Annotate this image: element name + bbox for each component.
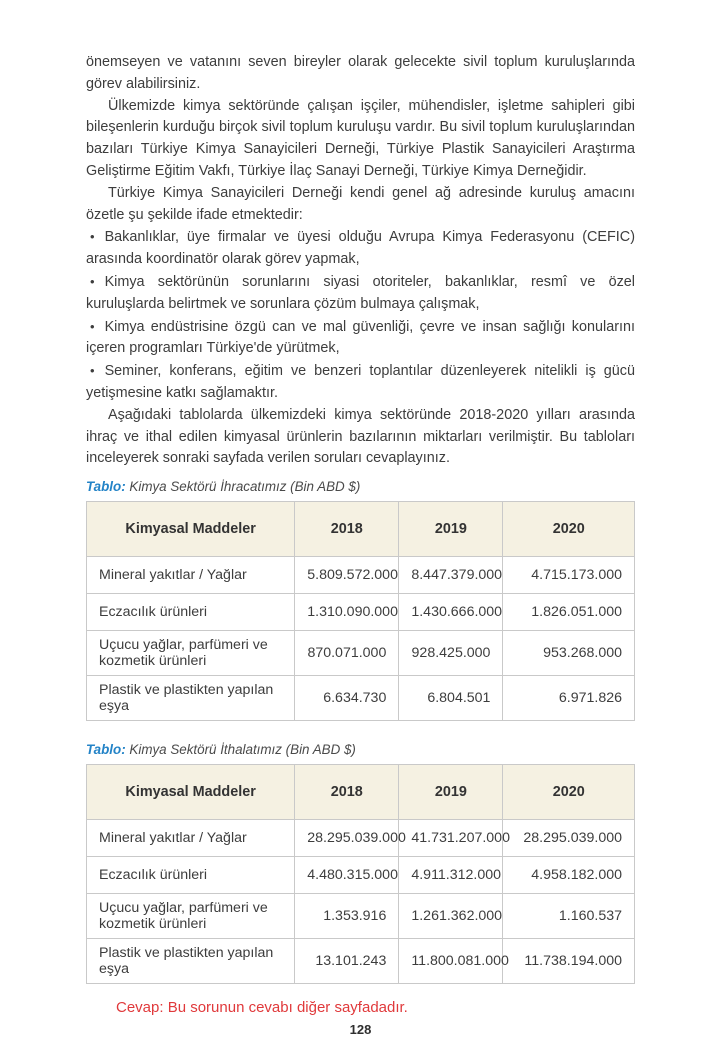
value-cell: 1.430.666.000 <box>399 594 503 631</box>
bullet-text: Kimya endüstrisine özgü can ve mal güvenliği, çevre ve insan sağlığı konularını içeren programları Türkiye'de yürütmek, <box>86 318 635 357</box>
header-cell-2019: 2019 <box>399 502 503 557</box>
header-cell-2019: 2019 <box>399 765 503 820</box>
row-label-cell: Eczacılık ürünleri <box>87 857 295 894</box>
import-table-caption <box>86 742 635 758</box>
bullet-icon: • <box>90 229 95 245</box>
value-cell: 1.160.537 <box>503 894 635 939</box>
paragraph-tables-intro: Aşağıdaki tablolarda ülkemizdeki kimya sektöründe 2018-2020 yılları arasında ihraç ve ithal edilen kimyasal ürünlerin bazılarının miktarları verilmiştir. Bu tabloları inceleyerek sonraki sayfada verilen soruları cevaplayınız. <box>86 406 635 467</box>
value-cell: 6.634.730 <box>295 676 399 721</box>
header-cell-materials: Kimyasal Maddeler <box>87 502 295 557</box>
table-row <box>87 557 635 594</box>
header-cell-2018: 2018 <box>295 765 399 820</box>
table-row <box>87 939 635 984</box>
value-cell: 1.261.362.000 <box>399 894 503 939</box>
value-cell: 6.971.826 <box>503 676 635 721</box>
row-label-cell: Plastik ve plastikten yapılan eşya <box>87 676 295 721</box>
bullet-text: Seminer, konferans, eğitim ve benzeri toplantılar düzenleyerek nitelikli iş gücü yetişmesine katkı sağlamaktır. <box>86 363 635 401</box>
value-cell: 4.715.173.000 <box>503 557 635 594</box>
value-cell: 6.804.501 <box>399 676 503 721</box>
table-row <box>87 820 635 857</box>
value-cell: 953.268.000 <box>503 631 635 676</box>
table-header-row <box>87 502 635 557</box>
value-cell: 4.911.312.000 <box>399 857 503 894</box>
value-cell: 11.738.194.000 <box>503 939 635 984</box>
value-cell: 11.800.081.000 <box>399 939 503 984</box>
page-content <box>86 52 635 1037</box>
row-label-cell: Plastik ve plastikten yapılan eşya <box>87 939 295 984</box>
value-cell: 13.101.243 <box>295 939 399 984</box>
bullet-item-sector-problems <box>86 271 635 316</box>
value-cell: 1.310.090.000 <box>295 594 399 631</box>
row-label-cell: Mineral yakıtlar / Yağlar <box>87 820 295 857</box>
page-number: 128 <box>349 1022 372 1037</box>
value-cell: 870.071.000 <box>295 631 399 676</box>
value-cell: 1.826.051.000 <box>503 594 635 631</box>
bullet-icon: • <box>90 318 95 334</box>
value-cell: 4.480.315.000 <box>295 857 399 894</box>
bullet-text: Bakanlıklar, üye firmalar ve üyesi olduğu Avrupa Kimya Federasyonu (CEFIC) arasında koordinatör olarak görev yapmak, <box>86 229 635 268</box>
value-cell: 28.295.039.000 <box>503 820 635 857</box>
bullet-icon: • <box>90 363 95 379</box>
table-row <box>87 676 635 721</box>
bullet-item-seminars <box>86 360 635 405</box>
value-cell: 41.731.207.000 <box>399 820 503 857</box>
bullet-item-cefic <box>86 226 635 271</box>
value-cell: 1.353.916 <box>295 894 399 939</box>
value-cell: 28.295.039.000 <box>295 820 399 857</box>
paragraph-civil-society: Ülkemizde kimya sektöründe çalışan işçiler, mühendisler, işletme sahipleri gibi bileşenlerin kurduğu birçok sivil toplum kuruluşu vardır. Bu sivil toplum kuruluşlarından bazıları Türkiye Kimya Sanayicileri Derneği, Türkiye Plastik Sanayicileri Araştırma Geliştirme Eğitim Vakfı, Türkiye İlaç Sanayi Derneği, Türkiye Kimya Derneğidir. <box>86 97 635 179</box>
paragraph-intro-continuation: önemseyen ve vatanını seven bireyler olarak gelecekte sivil toplum kuruluşlarında görev alabilirsiniz. <box>86 54 635 92</box>
answer-note: Cevap: Bu sorunun cevabı diğer sayfadadır. <box>116 999 408 1017</box>
header-cell-2020: 2020 <box>503 765 635 820</box>
table-row <box>87 857 635 894</box>
header-cell-materials: Kimyasal Maddeler <box>87 765 295 820</box>
caption-label: Tablo: <box>86 742 126 758</box>
value-cell: 4.958.182.000 <box>503 857 635 894</box>
import-table <box>86 764 635 984</box>
value-cell: 8.447.379.000 <box>399 557 503 594</box>
table-row <box>87 631 635 676</box>
bullet-icon: • <box>90 273 95 289</box>
row-label-cell: Uçucu yağlar, parfümeri ve kozmetik ürünleri <box>87 894 295 939</box>
export-table <box>86 501 635 721</box>
value-cell: 5.809.572.000 <box>295 557 399 594</box>
table-row <box>87 894 635 939</box>
value-cell: 928.425.000 <box>399 631 503 676</box>
row-label-cell: Eczacılık ürünleri <box>87 594 295 631</box>
export-table-caption <box>86 479 635 495</box>
table-header-row <box>87 765 635 820</box>
caption-text: Kimya Sektörü İhracatımız (Bin ABD $) <box>129 479 361 495</box>
bullet-item-safety-programs <box>86 316 635 361</box>
row-label-cell: Mineral yakıtlar / Yağlar <box>87 557 295 594</box>
caption-text: Kimya Sektörü İthalatımız (Bin ABD $) <box>129 742 356 758</box>
row-label-cell: Uçucu yağlar, parfümeri ve kozmetik ürünleri <box>87 631 295 676</box>
bullet-text: Kimya sektörünün sorunlarını siyasi otoriteler, bakanlıklar, resmî ve özel kuruluşlarda belirtmek ve sorunlara çözüm bulmaya çalışmak, <box>86 273 635 312</box>
table-row <box>87 594 635 631</box>
caption-label: Tablo: <box>86 479 126 495</box>
paragraph-association-purpose: Türkiye Kimya Sanayicileri Derneği kendi genel ağ adresinde kuruluş amacını özetle şu şekilde ifade etmektedir: <box>86 184 635 223</box>
header-cell-2020: 2020 <box>503 502 635 557</box>
header-cell-2018: 2018 <box>295 502 399 557</box>
